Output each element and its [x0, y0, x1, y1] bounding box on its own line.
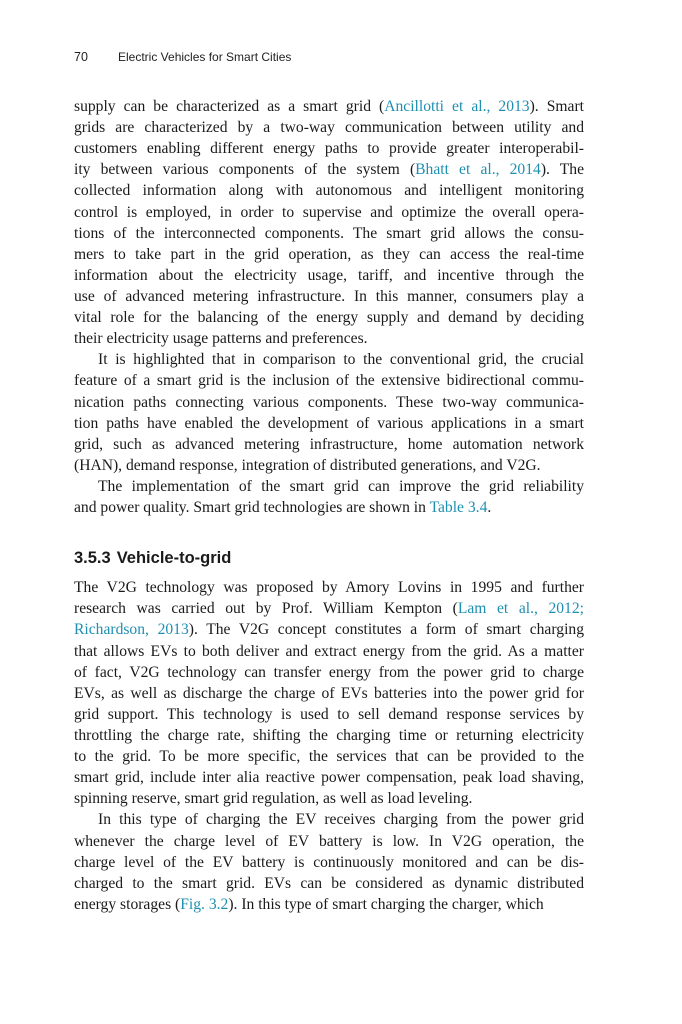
- text-line: [74, 725, 584, 746]
- section-text: [74, 577, 584, 915]
- text-line: [74, 392, 584, 413]
- text-run: nication paths connecting various components. These two-way communica-: [74, 393, 584, 411]
- paragraph: [74, 809, 584, 915]
- section-number: 3.5.3: [74, 549, 111, 568]
- book-title: Electric Vehicles for Smart Cities: [118, 50, 292, 64]
- text-run: charged to the smart grid. EVs can be considered as dynamic distributed: [74, 874, 584, 892]
- text-line: [74, 704, 584, 725]
- text-line: [74, 894, 584, 915]
- text-line: [74, 434, 584, 455]
- text-line: [74, 852, 584, 873]
- text-run: grid, such as advanced metering infrastructure, home automation network: [74, 435, 584, 453]
- text-line: [74, 328, 584, 349]
- text-run: customers enabling different energy paths to provide greater interoperabil-: [74, 140, 584, 158]
- text-line: [74, 831, 584, 852]
- text-run: EVs, as well as discharge the charge of EVs batteries into the power grid for: [74, 684, 584, 702]
- paragraph: [74, 349, 584, 476]
- text-run: ). Smart: [529, 98, 584, 115]
- text-run: collected information along with autonomous and intelligent monitoring: [74, 182, 584, 200]
- text-run: tions of the interconnected components. The smart grid allows the consu-: [74, 224, 584, 242]
- text-run: that allows EVs to both deliver and extract energy from the grid. As a matter: [74, 642, 584, 660]
- text-run: smart grid, include inter alia reactive power compensation, peak load shaving,: [74, 769, 584, 787]
- text-line: [74, 746, 584, 767]
- text-run: The implementation of the smart grid can improve the grid reliability: [98, 477, 584, 495]
- citation-link[interactable]: Bhatt et al., 2014: [415, 161, 541, 179]
- text-run: use of advanced metering infrastructure. In this manner, consumers play a: [74, 287, 584, 305]
- text-line: [74, 619, 584, 640]
- text-line: [74, 349, 584, 370]
- text-run: (HAN), demand response, integration of distributed generations, and V2G.: [74, 456, 541, 474]
- citation-link[interactable]: Table 3.4: [429, 499, 488, 517]
- text-line: [74, 662, 584, 683]
- text-run: information about the electricity usage, tariff, and incentive through the: [74, 266, 584, 284]
- text-run: grids are characterized by a two-way communication between utility and: [74, 119, 584, 137]
- text-line: [74, 117, 584, 138]
- text-run: spinning reserve, smart grid regulation, as well as load leveling.: [74, 790, 473, 808]
- citation-link[interactable]: Lam et al., 2012;: [457, 600, 584, 618]
- text-run: research was carried out by Prof. William Kempton (: [74, 600, 458, 618]
- text-line: [74, 577, 584, 598]
- text-run: ity between various components of the system (: [74, 161, 416, 179]
- text-run: ). The V2G concept constitutes a form of smart charging: [188, 621, 584, 639]
- text-run: energy storages (: [74, 895, 181, 913]
- text-run: whenever the charge level of EV battery is low. In V2G operation, the: [74, 832, 584, 850]
- text-line: [74, 370, 584, 391]
- page-body: [74, 96, 584, 915]
- text-run: mers to take part in the grid operation, as they can access the real-time: [74, 245, 584, 263]
- text-run: throttling the charge rate, shifting the charging time or returning electricity: [74, 726, 584, 744]
- text-line: [74, 455, 584, 476]
- text-run: supply can be characterized as a smart grid (: [74, 98, 385, 115]
- paragraph: [74, 96, 584, 349]
- text-line: [74, 598, 584, 619]
- text-run: feature of a smart grid is the inclusion of the extensive bidirectional commu-: [74, 372, 584, 390]
- text-line: [74, 223, 584, 244]
- section-heading: [74, 545, 584, 571]
- text-line: [74, 244, 584, 265]
- text-line: [74, 159, 584, 180]
- text-line: [74, 180, 584, 201]
- text-line: [74, 96, 584, 117]
- text-line: [74, 788, 584, 809]
- text-run: tion paths have enabled the development of various applications in a smart: [74, 414, 584, 432]
- section-title: Vehicle-to-grid: [116, 549, 232, 568]
- text-line: [74, 873, 584, 894]
- text-line: [74, 497, 584, 518]
- text-line: [74, 138, 584, 159]
- text-run: It is highlighted that in comparison to the conventional grid, the crucial: [98, 351, 584, 369]
- text-line: [74, 413, 584, 434]
- running-header: [74, 50, 291, 64]
- text-run: their electricity usage patterns and preferences.: [74, 330, 368, 348]
- text-run: and power quality. Smart grid technologies are shown in: [74, 499, 430, 517]
- text-run: ). The: [540, 161, 584, 179]
- text-run: charge level of the EV battery is continuously monitored and can be dis-: [74, 853, 584, 871]
- text-line: [74, 286, 584, 307]
- text-line: [74, 767, 584, 788]
- text-run: The V2G technology was proposed by Amory Lovins in 1995 and further: [74, 579, 584, 597]
- text-run: .: [487, 499, 492, 517]
- citation-link[interactable]: Ancillotti et al., 2013: [384, 98, 530, 115]
- citation-link[interactable]: Richardson, 2013: [74, 621, 189, 639]
- text-line: [74, 683, 584, 704]
- text-line: [74, 476, 584, 497]
- text-line: [74, 307, 584, 328]
- text-line: [74, 641, 584, 662]
- text-line: [74, 265, 584, 286]
- paragraph: [74, 476, 584, 518]
- text-run: to the grid. To be more specific, the services that can be provided to the: [74, 748, 584, 766]
- text-run: control is employed, in order to supervise and optimize the overall opera-: [74, 203, 584, 221]
- pre-section-text: [74, 96, 584, 518]
- text-line: [74, 202, 584, 223]
- text-run: In this type of charging the EV receives charging from the power grid: [98, 811, 584, 829]
- text-run: vital role for the balancing of the energy supply and demand by deciding: [74, 309, 584, 327]
- text-run: grid support. This technology is used to sell demand response services by: [74, 705, 584, 723]
- paragraph: [74, 577, 584, 809]
- text-run: ). In this type of smart charging the charger, which: [228, 895, 544, 913]
- citation-link[interactable]: Fig. 3.2: [180, 895, 229, 913]
- text-run: of fact, V2G technology can transfer energy from the power grid to charge: [74, 663, 584, 681]
- text-line: [74, 809, 584, 830]
- page-number: 70: [74, 50, 88, 64]
